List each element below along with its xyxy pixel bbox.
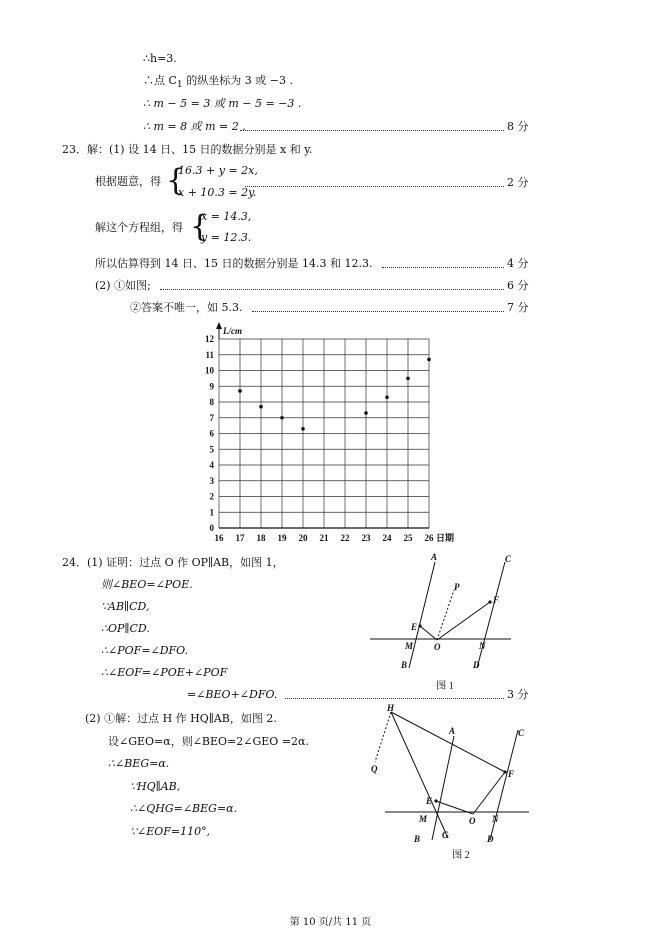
- fig1-segment-eo: [420, 626, 437, 640]
- y-tick-label: 8: [209, 397, 214, 407]
- y-tick-label: 12: [205, 334, 214, 344]
- y-tick-label: 0: [209, 523, 214, 533]
- score-7: 7 分: [507, 301, 529, 314]
- q23-part2b: ②答案不唯一，如 5.3.: [130, 301, 243, 314]
- fig2-label-h: H: [387, 703, 395, 713]
- fig1-line-ab: [409, 562, 435, 668]
- eq2-line2: y = 12.3.: [201, 231, 252, 244]
- q24-part2-step4: ∴∠QHG=∠BEG=α.: [130, 802, 238, 815]
- data-point: [259, 405, 263, 409]
- fig2-point-e: [434, 799, 437, 802]
- x-tick-label: 25: [403, 533, 413, 543]
- score-4: 4 分: [507, 257, 529, 270]
- x-tick-label: 26: [424, 533, 434, 543]
- y-tick-label: 1: [209, 507, 214, 518]
- q24-step4: ∴∠POF=∠DFO.: [101, 644, 189, 657]
- fig1-label-e: E: [411, 622, 418, 632]
- fig1-label-a: A: [431, 552, 438, 562]
- line-c1-b: 的纵坐标为 3 或 −3 .: [182, 74, 293, 87]
- fig1-label-d: D: [473, 660, 480, 670]
- data-point: [427, 358, 431, 362]
- fig2-label-o: O: [469, 816, 476, 826]
- q23-condition: 根据题意，得: [95, 175, 161, 188]
- fig2-label-d: D: [487, 834, 494, 844]
- fig2-label-c: C: [518, 728, 525, 738]
- brace: {: [190, 209, 210, 244]
- figure-1: [365, 548, 525, 696]
- score-6: 6 分: [507, 279, 529, 292]
- eq1-line1: 16.3 + y = 2x,: [178, 164, 258, 177]
- q24-part2: (2) ①解：过点 H 作 HQ∥AB，如图 2.: [85, 712, 277, 725]
- line-c1-sub: 1: [176, 79, 183, 91]
- x-tick-label: 19: [277, 533, 287, 543]
- q24-step3: ∴OP∥CD.: [101, 622, 150, 635]
- fig2-caption: 图 2: [452, 850, 470, 861]
- y-tick-label: 10: [205, 365, 214, 376]
- q24-step2: ∵AB∥CD,: [101, 600, 150, 613]
- fig2-label-e: E: [426, 796, 433, 806]
- fig1-point-e: [418, 624, 421, 627]
- q23-solve: 解这个方程组，得: [95, 221, 183, 234]
- y-tick-label: 2: [209, 491, 214, 502]
- x-tick-label: 23: [361, 533, 371, 543]
- fig1-label-b: B: [401, 660, 408, 670]
- score-2: 2 分: [507, 176, 529, 189]
- q24-part2-step2: ∴∠BEG=α.: [108, 757, 170, 770]
- fig2-label-f: F: [508, 769, 515, 779]
- y-tick-label: 9: [209, 381, 214, 392]
- q24-part2-step1: 设∠GEO=α，则∠BEO=2∠GEO =2α.: [108, 735, 309, 748]
- fig1-label-p: P: [454, 582, 460, 592]
- data-point: [238, 389, 242, 393]
- fig1-label-f: F: [493, 595, 500, 605]
- dot-leader: [252, 311, 504, 312]
- figure-2: [365, 700, 535, 865]
- q24-part2-step5: ∵∠EOF=110°,: [130, 825, 211, 838]
- q23-estimate: 所以估算得到 14 日、15 日的数据分别是 14.3 和 12.3.: [95, 257, 373, 270]
- data-point: [385, 395, 389, 399]
- fig2-line-ab: [432, 736, 454, 840]
- y-tick-label: 5: [209, 444, 214, 455]
- x-tick-label: 18: [256, 533, 266, 543]
- q24-step1: 则∠BEO=∠POE.: [101, 578, 193, 591]
- y-tick-label: 6: [209, 428, 214, 439]
- fig1-label-c: C: [505, 554, 512, 564]
- fig1-line-op: [437, 590, 454, 640]
- scatter-chart: [200, 320, 465, 545]
- fig2-label-b: B: [414, 834, 421, 844]
- x-tick-label: 21: [319, 533, 329, 543]
- fig2-label-n: N: [492, 814, 499, 824]
- fig2-label-m: M: [419, 814, 428, 824]
- x-axis-label: 日期: [436, 533, 455, 543]
- fig1-label-n: N: [479, 641, 486, 651]
- data-point: [364, 411, 368, 415]
- q23-part2: (2) ①如图;: [95, 279, 151, 292]
- line-h3: ∴h=3.: [143, 52, 177, 65]
- line-m-result: ∴ m = 8 或 m = 2 .: [143, 120, 246, 133]
- y-tick-label: 7: [209, 412, 214, 423]
- fig1-label-o: O: [434, 642, 441, 652]
- fig1-caption: 图 1: [436, 681, 454, 692]
- line-m-eq: ∴ m − 5 = 3 或 m − 5 = −3 .: [143, 97, 302, 110]
- data-point: [301, 427, 305, 431]
- page-footer: 第 10 页/共 11 页: [289, 917, 372, 928]
- q24-step5: ∴∠EOF=∠POE+∠POF: [101, 666, 228, 679]
- fig1-segment-of: [437, 602, 490, 640]
- q24-step6: =∠BEO+∠DFO.: [187, 688, 278, 701]
- line-c1-a: ∴点 C: [143, 74, 177, 87]
- data-point: [280, 416, 284, 420]
- dot-leader: [285, 698, 504, 699]
- dot-leader: [382, 267, 504, 268]
- y-tick-label: 11: [205, 349, 214, 360]
- q24-part2-step3: ∵HQ∥AB,: [130, 780, 181, 793]
- fig2-label-q: Q: [371, 764, 378, 774]
- y-axis-label: L/cm: [223, 326, 242, 336]
- fig2-line-hq: [375, 712, 391, 762]
- fig2-label-g: G: [442, 830, 449, 840]
- eq2-line1: x = 14.3,: [201, 210, 252, 223]
- y-tick-label: 4: [209, 460, 214, 470]
- line-c1: [143, 74, 293, 92]
- q23-heading: 23．解：(1) 设 14 日、15 日的数据分别是 x 和 y.: [62, 143, 313, 156]
- q24-heading: 24．(1) 证明：过点 O 作 OP∥AB，如图 1，: [62, 556, 284, 569]
- fig1-label-m: M: [405, 641, 414, 651]
- score-3: 3 分: [507, 688, 529, 701]
- x-tick-label: 24: [382, 533, 392, 543]
- x-tick-label: 22: [340, 533, 350, 543]
- fig2-segment-of: [473, 772, 505, 814]
- fig1-line-cd: [477, 562, 505, 668]
- brace: {: [166, 163, 186, 198]
- dot-leader: [240, 130, 504, 131]
- x-tick-label: 20: [298, 533, 308, 543]
- score-8: 8 分: [507, 120, 529, 133]
- fig2-point-f: [503, 770, 506, 773]
- x-tick-label: 16: [214, 533, 224, 543]
- x-tick-label: 17: [235, 533, 245, 543]
- dot-leader: [245, 186, 504, 187]
- y-axis-arrow: [216, 322, 222, 329]
- y-tick-label: 3: [209, 475, 214, 486]
- dot-leader: [160, 289, 504, 290]
- data-point: [406, 377, 410, 381]
- fig1-point-f: [488, 600, 491, 603]
- eq1-line2: x + 10.3 = 2y.: [178, 186, 257, 199]
- fig2-label-a: A: [449, 726, 456, 736]
